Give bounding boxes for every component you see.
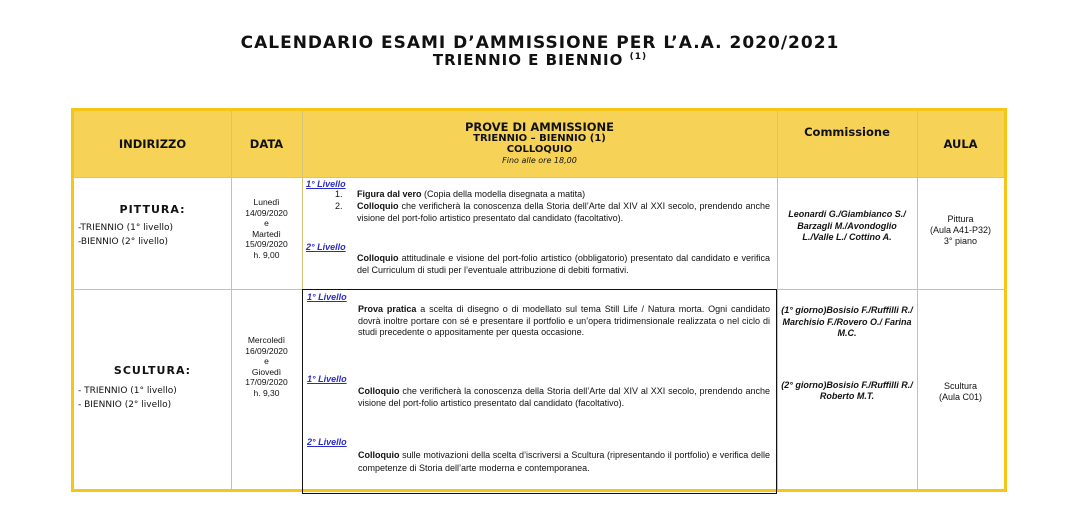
pittura-biennio: -BIENNIO (2° livello) xyxy=(78,237,168,247)
scultura-date4: Giovedì xyxy=(251,366,282,377)
row-scultura-indirizzo xyxy=(74,289,231,489)
scultura-prova-bold: Prova pratica xyxy=(358,304,417,314)
pittura-date4: Martedì xyxy=(252,228,281,239)
scultura-prova xyxy=(358,304,770,339)
pittura-date5: 15/09/2020 xyxy=(245,239,288,249)
pittura-triennio: -TRIENNIO (1° livello) xyxy=(78,223,174,233)
pittura-lvl2-bold: Colloquio xyxy=(357,253,399,263)
scultura-prova-rest: a scelta di disegno o di modellato sul tema Still Life / Natura morta. Ogni candidato dovrà inoltre portare con sé e presentare il portfolio e un’opera tridimensionale realizzata o nel ciclo di studi precedente o appositamente per questa occasione. xyxy=(358,304,770,337)
pittura-lvl2-text xyxy=(357,253,770,276)
scultura-lvl1a-link[interactable]: 1° Livello xyxy=(307,292,347,302)
row-scultura-aula xyxy=(917,289,1004,489)
scultura-date5: 17/09/2020 xyxy=(245,377,288,387)
pittura-commissione-text: Leonardi G./Giambianco S./ Barzagli M./Avondoglio L./Valle L./ Cottino A. xyxy=(788,209,906,242)
scultura-aula2: (Aula C01) xyxy=(938,392,983,402)
header-commissione: Commissione xyxy=(777,111,917,177)
page-subtitle xyxy=(0,51,1080,69)
scultura-coll1-rest: che verificherà la conoscenza della Storia dell’Arte dal XIV al XXI secolo, prendendo anche visione del port-folio artistico presentato dal candidato (facoltativo). xyxy=(358,386,770,408)
pittura-aula1: Pittura xyxy=(947,214,974,224)
header-aula: AULA xyxy=(917,111,1004,177)
scultura-comm1: (1° giorno)Bosisio F./Ruffilli R./ Marchisio F./Rovero O./ Farina M.C. xyxy=(781,305,913,338)
scultura-comm2: (2° giorno)Bosisio F./Ruffilli R./ Roberto M.T. xyxy=(781,379,913,401)
row-scultura-commissione xyxy=(777,289,917,489)
pittura-lvl2-rest: attitudinale e visione del port-folio artistico (obbligatorio) presentato dal candidato e verifica del Curriculum di studi per l’eventuale attribuzione di debiti formativi. xyxy=(357,253,770,275)
scultura-coll2-rest: sulle motivazioni della scelta d’iscriversi a Scultura (ripresentando il portfolio) e verifica delle competenze di Storia dell’arte moderna e contemporanea. xyxy=(358,450,770,473)
scultura-date6: h. 9,30 xyxy=(253,387,280,398)
row-scultura-data xyxy=(231,289,302,489)
page-title: CALENDARIO ESAMI D’AMMISSIONE PER L’A.A. 2020/2021 xyxy=(240,33,840,53)
pittura-date1: Lunedì xyxy=(253,197,280,207)
header-prove xyxy=(302,111,777,177)
scultura-name: SCULTURA: xyxy=(113,364,192,377)
scultura-biennio: - BIENNIO (2° livello) xyxy=(78,400,172,410)
pittura-lvl2-link[interactable]: 2° Livello xyxy=(306,242,346,252)
scultura-coll1-bold: Colloquio xyxy=(358,386,400,396)
exam-calendar-table xyxy=(71,108,1007,492)
row-scultura-prove xyxy=(302,289,777,494)
pittura-date6: h. 9,00 xyxy=(253,249,280,260)
pittura-item1-bold: Figura dal vero xyxy=(357,189,422,199)
pittura-date3: e xyxy=(264,218,269,228)
pittura-item2 xyxy=(335,201,770,224)
scultura-date1: Mercoledì xyxy=(247,335,286,345)
pittura-item1 xyxy=(335,189,770,201)
pittura-item2-bold: Colloquio xyxy=(357,201,399,211)
header-indirizzo: INDIRIZZO xyxy=(74,111,231,177)
scultura-lvl1b-link[interactable]: 1° Livello xyxy=(307,374,347,384)
pittura-lvl1-link[interactable]: 1° Livello xyxy=(306,179,346,189)
row-pittura-commissione xyxy=(777,177,917,289)
scultura-lvl2-link[interactable]: 2° Livello xyxy=(307,437,347,447)
footnote-mark: (1) xyxy=(629,52,648,62)
pittura-aula3: 3° piano xyxy=(943,236,978,246)
pittura-date2: 14/09/2020 xyxy=(245,207,288,218)
pittura-item2-rest: che verificherà la conoscenza della Storia dell’Arte dal XIV al XXI secolo, prendendo anche visione del port-folio artistico presentato dal candidato (facoltativo). xyxy=(357,201,770,223)
row-pittura-data xyxy=(231,177,302,289)
header-prove-time: Fino alle ore 18,00 xyxy=(502,156,577,165)
scultura-aula1: Scultura xyxy=(943,381,978,391)
scultura-coll2-bold: Colloquio xyxy=(358,450,400,460)
pittura-item1-num: 1. xyxy=(335,189,343,199)
pittura-item2-num: 2. xyxy=(335,201,343,211)
header-data: DATA xyxy=(231,111,302,177)
scultura-date3: e xyxy=(264,356,269,366)
row-pittura-indirizzo xyxy=(74,177,231,289)
scultura-coll1 xyxy=(358,386,770,409)
header-prove-title: PROVE DI AMMISSIONE xyxy=(465,120,614,134)
subtitle-text: TRIENNIO E BIENNIO xyxy=(432,51,624,69)
row-pittura-prove xyxy=(302,177,777,289)
header-prove-sub: TRIENNIO – BIENNIO (1) xyxy=(473,133,606,144)
pittura-item1-rest: (Copia della modella disegnata a matita) xyxy=(421,189,586,199)
row-pittura-aula xyxy=(917,177,1004,289)
scultura-triennio: - TRIENNIO (1° livello) xyxy=(78,386,177,396)
pittura-name: PITTURA: xyxy=(119,203,186,216)
scultura-date2: 16/09/2020 xyxy=(245,345,288,356)
header-prove-colloquio: COLLOQUIO xyxy=(506,144,573,155)
scultura-coll2 xyxy=(358,449,770,475)
pittura-aula2: (Aula A41-P32) xyxy=(929,225,992,235)
